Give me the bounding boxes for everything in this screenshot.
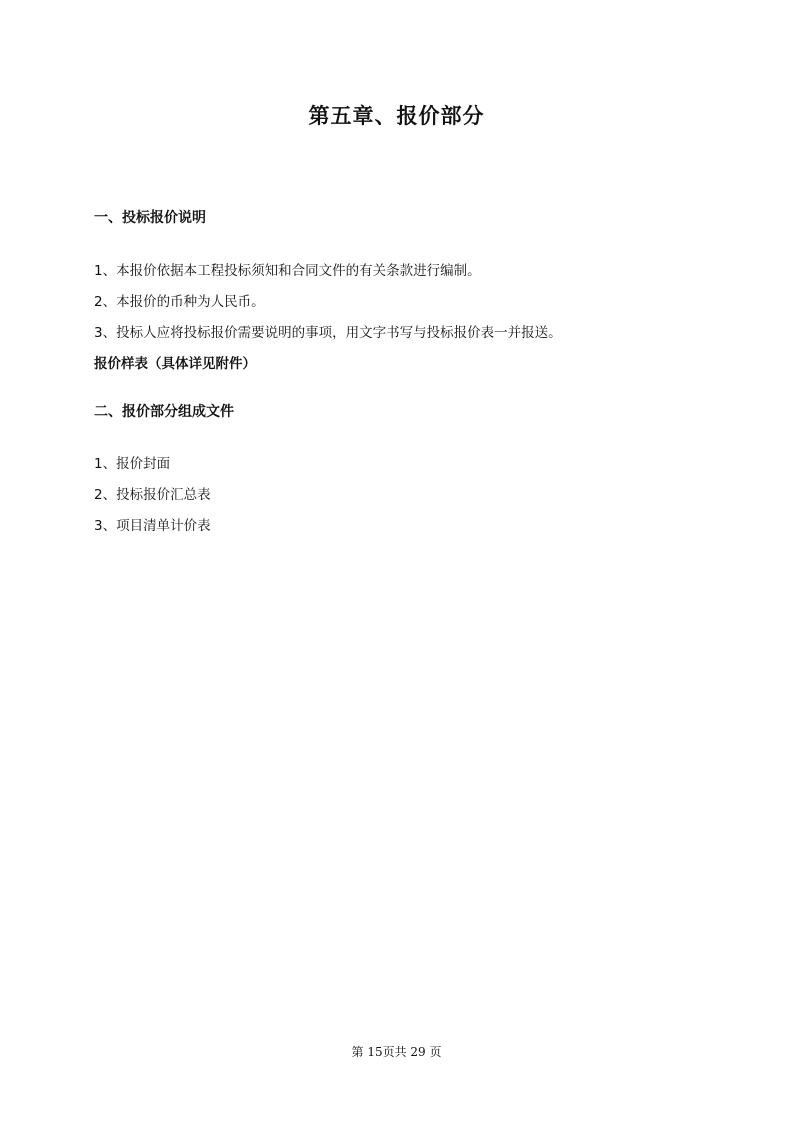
section-heading-bid-price-explanation: 一、投标报价说明 [94, 210, 206, 226]
list-item: 3、项目清单计价表 [94, 518, 211, 534]
page-number-footer: 第 15页共 29 页 [351, 1045, 442, 1059]
list-item: 1、本报价依据本工程投标须知和合同文件的有关条款进行编制。 [94, 263, 481, 279]
chapter-title: 第五章、报价部分 [308, 104, 485, 128]
sample-table-note: 报价样表（具体详见附件） [94, 356, 256, 372]
list-item: 2、投标报价汇总表 [94, 487, 211, 503]
section-heading-quote-documents: 二、报价部分组成文件 [94, 404, 234, 420]
list-item: 1、报价封面 [94, 456, 171, 472]
list-item: 2、本报价的币种为人民币。 [94, 294, 265, 310]
list-item: 3、投标人应将投标报价需要说明的事项，用文字书写与投标报价表一并报送。 [94, 325, 562, 341]
